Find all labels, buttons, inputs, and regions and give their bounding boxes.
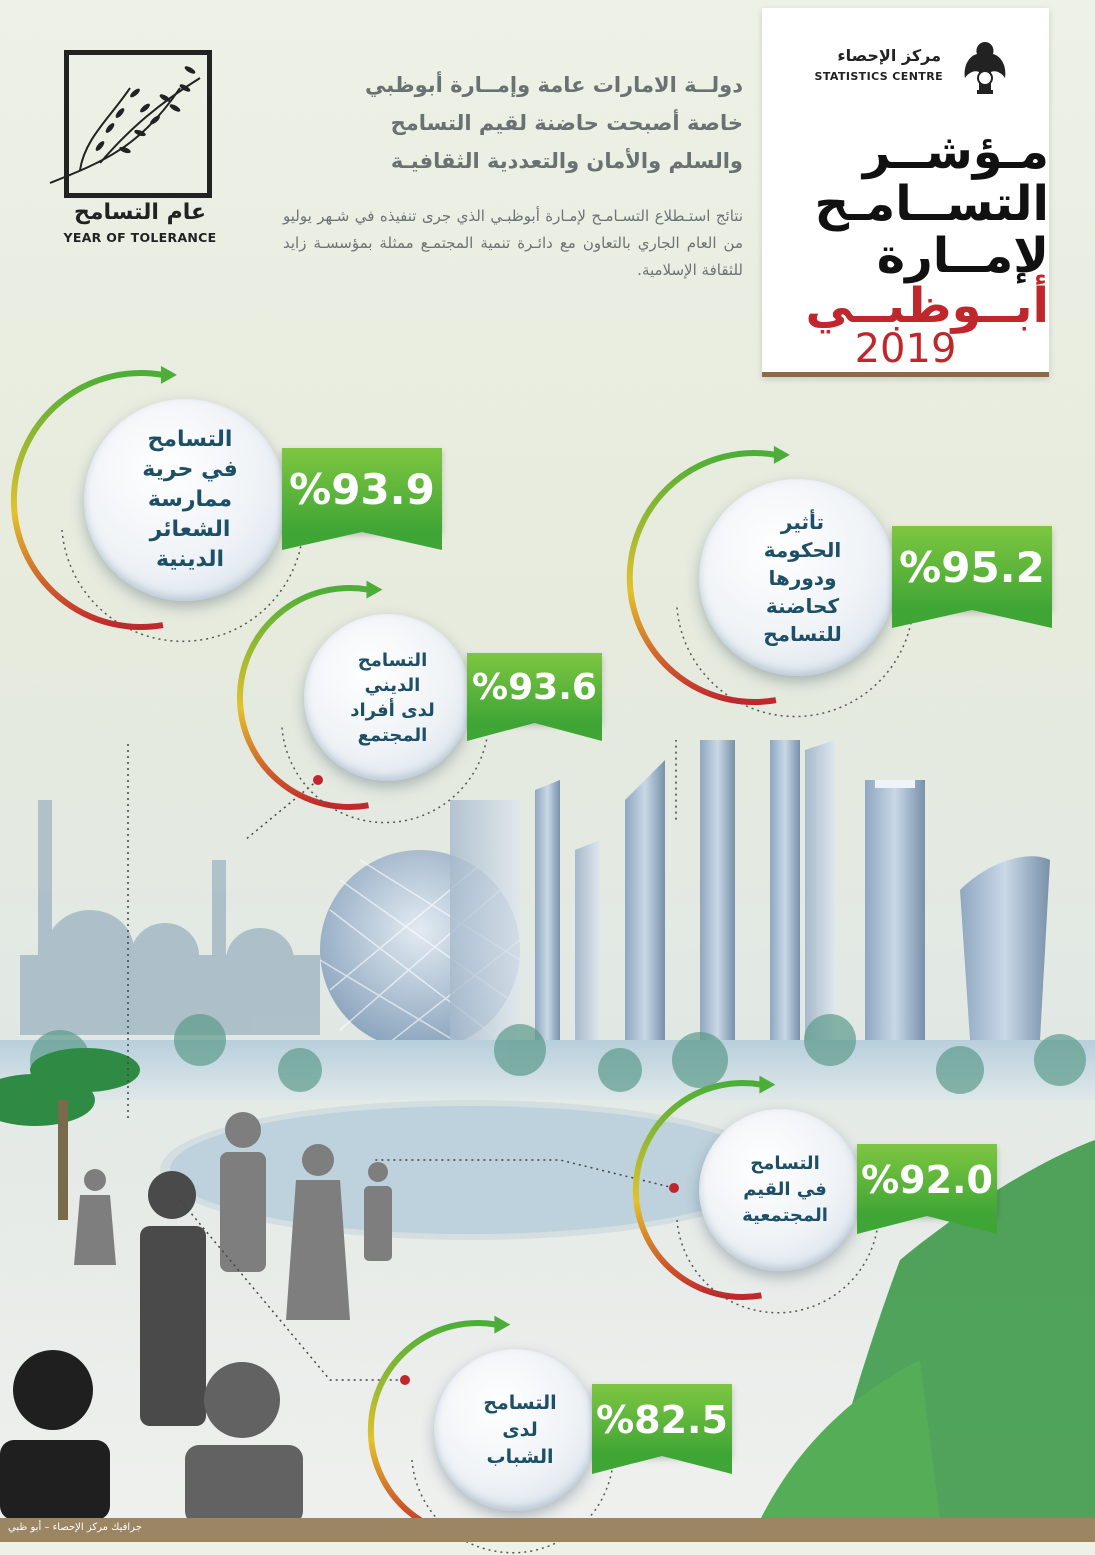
title-year: 2019 xyxy=(854,326,957,372)
logo-english-text: YEAR OF TOLERANCE xyxy=(63,230,217,245)
indicator-label-line: التسامح xyxy=(147,427,233,452)
ghaf-tree-icon xyxy=(40,58,230,198)
indicator-1 xyxy=(70,375,460,625)
indicator-label-line: المجتمعية xyxy=(742,1205,828,1226)
indicator-label xyxy=(445,1390,595,1471)
title-line-2: التســامـح xyxy=(814,176,1049,232)
indicator-label-line: لدى xyxy=(502,1418,538,1441)
ring-arrow-icon xyxy=(161,366,177,384)
flag-notch xyxy=(592,1456,732,1474)
flag-notch xyxy=(892,610,1052,628)
indicator-label-line: الحكومة xyxy=(763,537,842,562)
year-of-tolerance-logo xyxy=(40,38,240,248)
indicator-value-flag xyxy=(592,1384,732,1456)
statistics-centre-arabic: مركز الإحصاء xyxy=(837,46,941,65)
ring-arrow-icon xyxy=(774,446,790,464)
title-line-3: لإمــارة xyxy=(876,228,1049,284)
footer-credit: جرافيك مركز الإحصاء – أبو ظبي xyxy=(8,1522,142,1533)
indicator-5 xyxy=(420,1325,750,1535)
indicator-label-line: للتسامح xyxy=(763,621,842,646)
title-line-1: مـؤشــر xyxy=(862,124,1049,180)
indicator-label xyxy=(95,425,285,575)
indicator-label-line: الشباب xyxy=(486,1445,554,1468)
indicator-label-line: كحاضنة xyxy=(765,593,840,618)
indicator-label xyxy=(315,648,470,748)
indicator-2 xyxy=(685,455,1070,700)
indicator-label-line: لدى أفراد xyxy=(350,699,435,721)
intro-paragraph: نتائج استـطلاع التسـامـح لإمـارة أبوظبـي الذي جرى تنفيذه في شـهر يوليو من العام الجاري بالتعاون مع دائـرة تنمية المجتمـع ممثلة بمؤسسـة زايد للثقافة الإسلامية. xyxy=(283,207,743,279)
headline-line-1: دولــة الامارات عامة وإمــارة أبوظبي xyxy=(365,73,743,97)
indicator-label-line: الشعائر xyxy=(149,517,231,542)
footer-bar xyxy=(0,1518,1095,1542)
indicator-label-line: المجتمع xyxy=(357,724,428,746)
indicator-label-line: الديني xyxy=(364,674,421,696)
indicator-label-line: التسامح xyxy=(357,649,428,671)
indicator-value: %95.2 xyxy=(899,542,1045,592)
indicator-label-line: في القيم xyxy=(743,1179,827,1200)
title-card xyxy=(762,8,1049,377)
flag-notch xyxy=(282,532,442,550)
indicator-label-line: الدينية xyxy=(155,547,225,572)
indicator-label-line: في حرية xyxy=(142,457,238,482)
indicator-value: %93.9 xyxy=(289,465,435,514)
indicator-value-flag xyxy=(282,448,442,532)
title-line-4: أبــوظبــي xyxy=(805,278,1049,334)
indicator-value-flag xyxy=(892,526,1052,610)
indicator-label xyxy=(710,508,895,648)
indicator-4 xyxy=(685,1085,1015,1295)
connector-line xyxy=(0,1180,420,1400)
logo-arabic-text: عام التسامح xyxy=(74,200,206,225)
indicator-label-line: تأثير xyxy=(780,509,825,534)
indicator-label-line: ممارسة xyxy=(147,487,233,512)
indicator-value-flag xyxy=(467,653,602,723)
falcon-emblem-icon xyxy=(961,38,1009,98)
indicator-label-line: ودورها xyxy=(768,565,837,590)
indicator-label-line: التسامح xyxy=(750,1153,820,1174)
indicator-3 xyxy=(290,590,620,805)
flag-notch xyxy=(857,1216,997,1234)
indicator-value-flag xyxy=(857,1144,997,1216)
indicator-value: %93.6 xyxy=(472,666,597,708)
indicator-label-line: التسامح xyxy=(483,1391,557,1414)
indicator-value: %92.0 xyxy=(861,1158,993,1202)
indicator-label xyxy=(710,1151,860,1229)
flag-notch xyxy=(467,723,602,741)
headline xyxy=(283,66,743,180)
headline-line-3: والسلم والأمان والتعددية الثقافيـة xyxy=(390,149,743,173)
headline-line-2: خاصة أصبحت حاضنة لقيم التسامح xyxy=(390,111,743,135)
indicator-value: %82.5 xyxy=(596,1398,728,1442)
statistics-centre-english: STATISTICS CENTRE xyxy=(814,70,943,83)
